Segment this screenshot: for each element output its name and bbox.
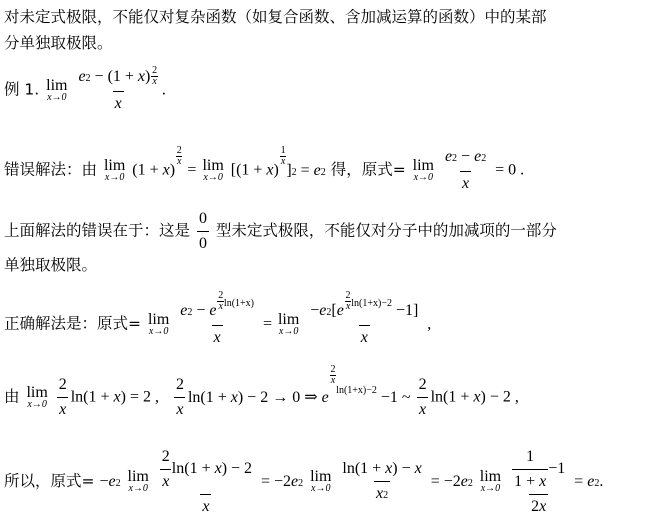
example-fraction: e2 − (1 + x) $\frac{2}{x}$ x: [76, 66, 159, 115]
intro-line-1: 对未定式极限，不能仅对复杂函数（如复合函数、含加减运算的函数）中的某部: [4, 8, 547, 26]
error-line-2: 单独取极限。: [4, 256, 98, 274]
wrong-label: 错误解法：由: [4, 160, 98, 179]
final-step: 所以，原式= −e2 lim x→0 $\frac{2}{x}$ ln(1 + x) − 2 x = −2e2 lim x→0 $\frac{\ln(1 + x) - x}{x2}$ = −2e2 lim x→0 $\frac{1}{1 + x}$ −1 2x = e2.: [4, 446, 603, 518]
example-1: 例 1. lim x→0 e2 − (1 + x) $\frac{2}{x}$ x .: [4, 66, 166, 115]
by-step: 由 lim x→0 $\frac{2}{x}$ ln(1 + x) = 2 , $\frac{2}{x}$ ln(1 + x) − 2 → 0 ⇒ e $^{\frac{2}{x} ln(1+x)-2}$ −1 ~ $\frac{2}{x}$ ln(1 + x) − 2 ,: [4, 374, 519, 421]
example-label: 例 1.: [4, 80, 40, 99]
by-label: 由: [4, 387, 20, 406]
lim-operator: lim x→0: [46, 76, 68, 103]
correct-label: 正确解法是：原式=: [4, 314, 141, 333]
error-text-a: 上面解法的错误在于：这是: [4, 221, 191, 240]
so-label: 所以，原式=: [4, 472, 95, 490]
intro-line-2: 分单独取极限。: [4, 34, 113, 52]
zero-over-zero: $\frac{0}{0}$: [197, 208, 209, 255]
wrong-mid: 得，原式=: [330, 160, 406, 179]
wrong-solution: 错误解法：由 lim x→0 (1 + x) $\frac{2}{x}$ = lim x→0 [(1 + x) $\frac{1}{x}$ ]2 = e2 得，原式= lim x→0 $\frac{e2 - e2}{x}$ = 0 .: [4, 146, 524, 195]
correct-solution: 正确解法是：原式= lim x→0 e2 − e $^{\frac{2}{x} ln(1+x)}$ x = lim x→0 −e2[e $^{\frac{2}{x} ln(1+x)-2}$ −1] x ,: [4, 300, 431, 349]
error-text-b: 型未定式极限，不能仅对分子中的加减项的一部分: [215, 221, 557, 240]
error-explanation: [4, 208, 557, 255]
